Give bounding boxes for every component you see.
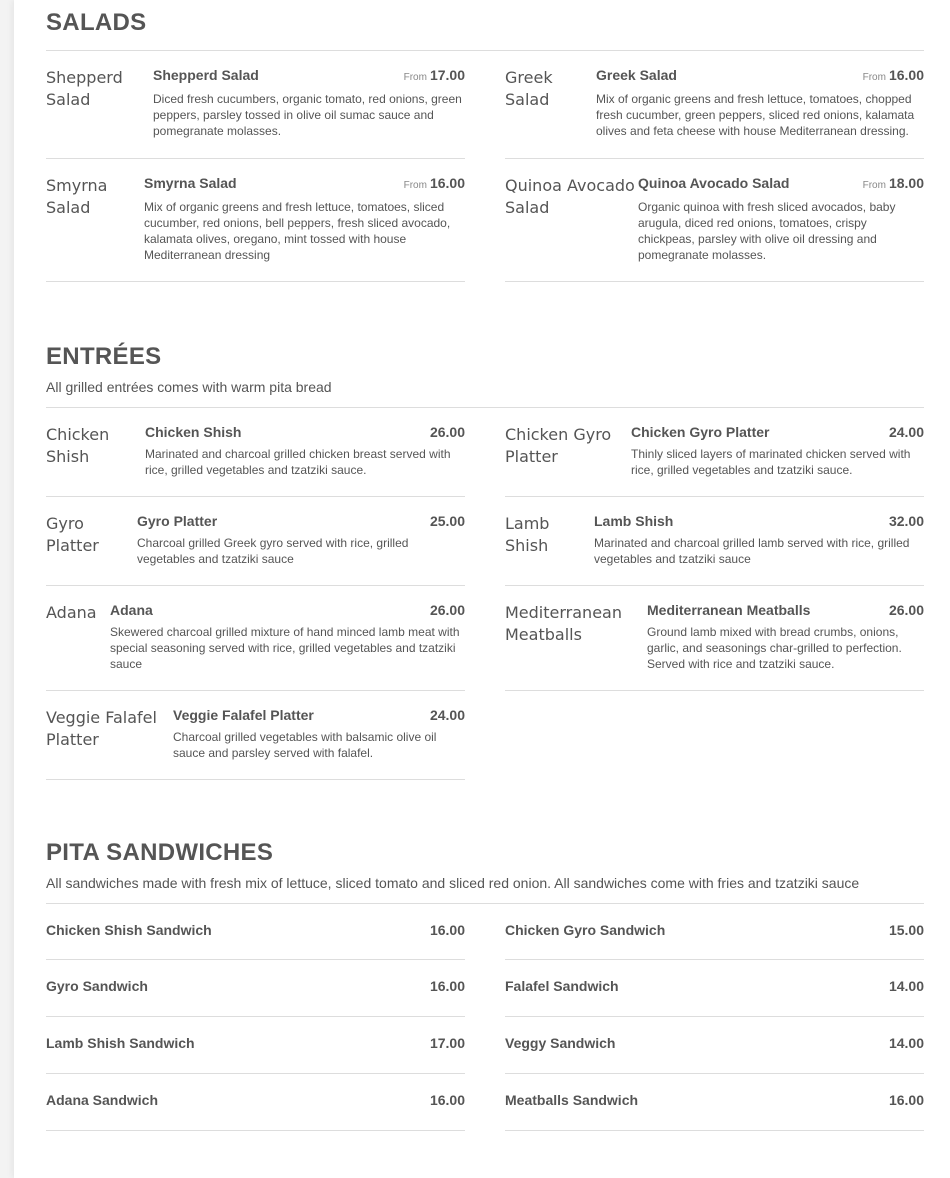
from-label: From (403, 180, 427, 191)
item-name: Gyro Platter (137, 513, 218, 529)
item-name: Chicken Gyro Platter (631, 424, 770, 440)
item-name: Quinoa Avocado Salad (638, 175, 790, 191)
item-name: Greek Salad (596, 67, 677, 83)
section-title: PITA SANDWICHES (46, 839, 274, 866)
menu-item[interactable] (505, 1017, 924, 1074)
salads-section (46, 9, 924, 282)
item-price: 25.00 (429, 513, 465, 529)
item-image: Greek Salad (505, 68, 553, 109)
item-price: From 16.00 (403, 175, 465, 191)
item-price: 24.00 (888, 424, 924, 440)
item-name: Lamb Shish Sandwich (46, 1035, 195, 1051)
menu-item[interactable] (46, 904, 465, 960)
item-description: Marinated and charcoal grilled lamb served with rice, grilled vegetables and tzatziki sauce (594, 536, 910, 566)
item-price: 32.00 (888, 513, 924, 529)
item-name: Meatballs Sandwich (505, 1092, 639, 1108)
menu-item[interactable] (505, 51, 924, 159)
menu-item[interactable] (505, 497, 924, 586)
item-name: Adana Sandwich (46, 1092, 159, 1108)
item-name: Lamb Shish (594, 513, 674, 529)
menu-item[interactable] (46, 408, 465, 497)
menu-item[interactable] (505, 159, 924, 282)
entrees-right-column (505, 408, 924, 780)
item-image: Quinoa Avocado Salad (505, 176, 635, 217)
item-price: From 17.00 (403, 67, 465, 83)
item-description: Diced fresh cucumbers, organic tomato, red onions, green peppers, parsley tossed in olive oil sumac sauce and pomegranate molasses. (153, 92, 462, 138)
entrees-section (46, 343, 924, 780)
menu-item[interactable] (46, 1017, 465, 1074)
item-image: Smyrna Salad (46, 176, 108, 217)
item-image: Shepperd Salad (46, 68, 123, 109)
menu-item[interactable] (505, 408, 924, 497)
item-name: Shepperd Salad (153, 67, 259, 83)
menu-item[interactable] (505, 960, 924, 1017)
menu-item[interactable] (505, 1074, 924, 1131)
item-price: 14.00 (888, 978, 924, 994)
item-price: 26.00 (429, 602, 465, 618)
pita-section (46, 839, 924, 1131)
from-label: From (403, 72, 427, 83)
item-description: Organic quinoa with fresh sliced avocados, baby arugula, diced red onions, tomatoes, crispy chickpeas, parsley with olive oil dressing and pomegranate molasses. (638, 200, 896, 262)
item-name: Chicken Gyro Sandwich (505, 922, 666, 938)
item-name: Chicken Shish Sandwich (46, 922, 212, 938)
item-image: Chicken Gyro Platter (505, 425, 612, 466)
item-price: 16.00 (429, 978, 465, 994)
pita-left-column (46, 904, 465, 1131)
item-price: 15.00 (888, 922, 924, 938)
menu-item[interactable] (505, 586, 924, 691)
item-name: Gyro Sandwich (46, 978, 148, 994)
section-title: ENTRÉES (46, 343, 162, 370)
item-image: Adana (46, 603, 97, 622)
item-price: From 16.00 (862, 67, 924, 83)
item-image: Gyro Platter (46, 514, 99, 555)
item-description: Ground lamb mixed with bread crumbs, onions, garlic, and seasonings char-grilled to perfection. Served with rice and tzatziki sauce. (647, 625, 902, 671)
item-image: Veggie Falafel Platter (46, 708, 157, 749)
item-description: Charcoal grilled vegetables with balsamic olive oil sauce and parsley served with falafel. (173, 730, 437, 760)
menu-item[interactable] (46, 51, 465, 159)
entrees-left-column (46, 408, 465, 780)
menu-item[interactable] (46, 159, 465, 282)
item-price: 17.00 (429, 1035, 465, 1051)
from-label: From (862, 72, 886, 83)
item-description: Mix of organic greens and fresh lettuce, tomatoes, chopped fresh cucumber, green peppers, sliced red onions, kalamata olives and feta cheese with house Mediterranean dressing. (596, 92, 915, 138)
item-price: 16.00 (429, 1092, 465, 1108)
item-description: Mix of organic greens and fresh lettuce, tomatoes, sliced cucumber, red onions, bell peppers, fresh sliced avocado, kalamata olives, oregano, mint tossed with house Mediterranean dressing (144, 200, 451, 262)
salads-right-column (505, 51, 924, 282)
item-price: From 18.00 (862, 175, 924, 191)
section-subtitle: All grilled entrées comes with warm pita bread (46, 379, 332, 395)
menu-item[interactable] (46, 691, 465, 780)
menu-page (14, 0, 950, 1178)
item-description: Skewered charcoal grilled mixture of hand minced lamb meat with special seasoning served with rice, grilled vegetables and tzatziki sauce (110, 625, 460, 671)
from-label: From (862, 180, 886, 191)
item-name: Falafel Sandwich (505, 978, 619, 994)
item-description: Thinly sliced layers of marinated chicken served with rice, grilled vegetables and tzatziki sauce. (631, 447, 911, 477)
item-image: Mediterranean Meatballs (505, 603, 622, 644)
item-price: 14.00 (888, 1035, 924, 1051)
pita-right-column (505, 904, 924, 1131)
item-name: Chicken Shish (145, 424, 242, 440)
item-price: 26.00 (888, 602, 924, 618)
menu-item[interactable] (505, 904, 924, 960)
item-name: Veggy Sandwich (505, 1035, 616, 1051)
menu-item[interactable] (46, 586, 465, 691)
item-image: Chicken Shish (46, 425, 110, 466)
item-name: Adana (110, 602, 153, 618)
item-image: Lamb Shish (505, 514, 550, 555)
item-name: Smyrna Salad (144, 175, 237, 191)
item-price: 24.00 (429, 707, 465, 723)
menu-item[interactable] (46, 960, 465, 1017)
item-name: Veggie Falafel Platter (173, 707, 314, 723)
section-title: SALADS (46, 9, 147, 36)
item-name: Mediterranean Meatballs (647, 602, 811, 618)
item-price: 16.00 (429, 922, 465, 938)
section-subtitle: All sandwiches made with fresh mix of lettuce, sliced tomato and sliced red onion. All sandwiches come with fries and tzatziki sauce (46, 875, 860, 891)
item-price: 26.00 (429, 424, 465, 440)
menu-item[interactable] (46, 497, 465, 586)
menu-item[interactable] (46, 1074, 465, 1131)
item-description: Marinated and charcoal grilled chicken breast served with rice, grilled vegetables and tzatziki sauce. (145, 447, 451, 477)
salads-left-column (46, 51, 465, 282)
item-description: Charcoal grilled Greek gyro served with rice, grilled vegetables and tzatziki sauce (137, 536, 409, 566)
item-price: 16.00 (888, 1092, 924, 1108)
